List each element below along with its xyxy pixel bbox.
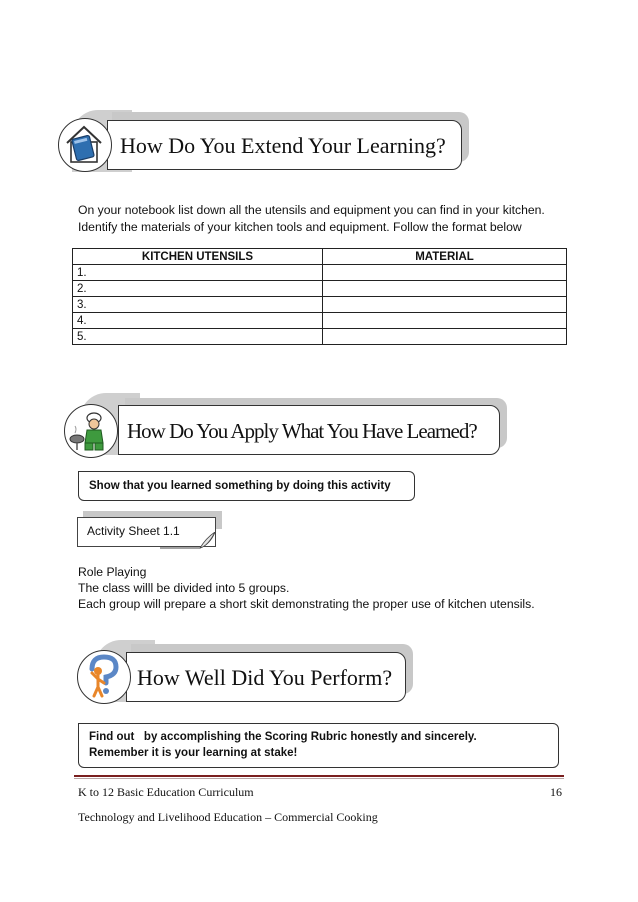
row-number: 3. [73,297,323,313]
footer-curriculum: K to 12 Basic Education Curriculum [78,785,254,799]
footer-page-number: 16 [550,785,562,799]
table-header-row [73,249,567,265]
material-cell [323,265,567,281]
footer-rule [74,775,564,777]
table-row [73,281,567,297]
extend-intro-line-2: Identify the materials of your kitchen tools and equipment. Follow the format below [78,220,522,234]
kitchen-utensils-table [72,248,567,345]
material-cell [323,281,567,297]
role-playing-text [78,564,598,612]
material-cell [323,297,567,313]
table-row [73,313,567,329]
chef-cooking-icon [63,403,117,457]
row-number: 5. [73,329,323,345]
footer-subject: Technology and Livelihood Education – Commercial Cooking [78,810,378,824]
perform-line-1: Find out by accomplishing the Scoring Rubric honestly and sincerely. [89,731,477,743]
extend-intro-line-1: On your notebook list down all the utensils and equipment you can find in your kitchen. [78,203,545,217]
column-header-utensils: KITCHEN UTENSILS [73,249,323,265]
table-row [73,329,567,345]
perform-circle [77,650,131,704]
perform-title: How Well Did You Perform? [126,652,406,702]
apply-instruction-box: Show that you learned something by doing this activity [78,471,415,501]
extend-circle [58,118,112,172]
material-cell [323,329,567,345]
apply-circle [64,404,118,458]
page-curl-icon [160,532,220,552]
row-number: 4. [73,313,323,329]
book-house-icon [57,117,111,171]
table-row [73,265,567,281]
role-playing-heading: Role Playing [78,565,147,579]
column-header-material: MATERIAL [323,249,567,265]
table-row [73,297,567,313]
question-figure-icon [76,649,130,703]
material-cell [323,313,567,329]
role-playing-line-1: The class willl be divided into 5 groups. [78,581,290,595]
perform-instruction-box [78,723,559,768]
apply-title: How Do You Apply What You Have Learned? [118,405,500,455]
extend-instructions [78,202,578,236]
perform-line-2: Remember it is your learning at stake! [89,747,298,759]
extend-title: How Do You Extend Your Learning? [107,120,462,170]
row-number: 1. [73,265,323,281]
footer-rule-light [74,778,564,779]
role-playing-line-2: Each group will prepare a short skit demonstrating the proper use of kitchen utensils. [78,597,535,611]
row-number: 2. [73,281,323,297]
activity-sheet-text: Activity Sheet 1.1 [77,517,216,547]
